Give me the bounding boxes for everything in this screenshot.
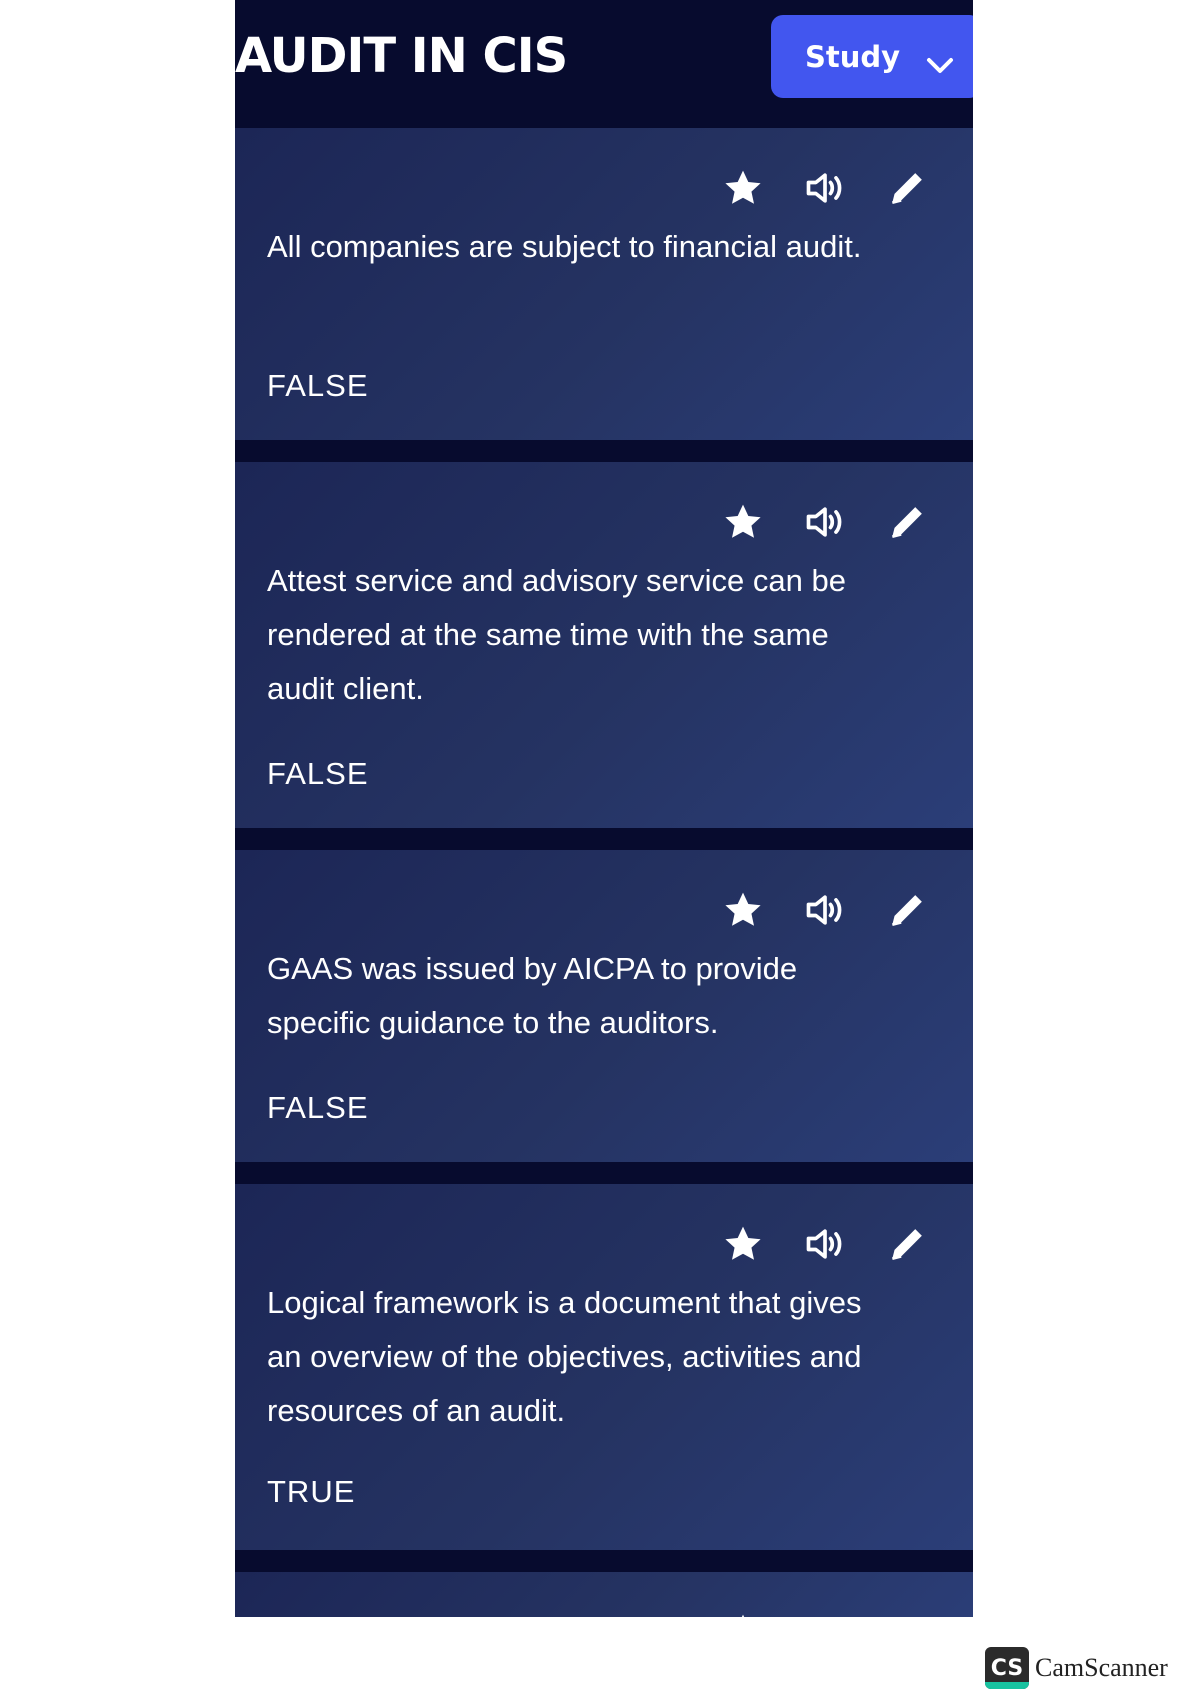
- card-term: All companies are subject to financial audit.: [267, 229, 862, 264]
- study-dropdown-button[interactable]: [771, 15, 973, 98]
- card-term: Logical framework is a document that gives an overview of the objectives, activities and resources of an audit.: [267, 1285, 862, 1428]
- top-bar: [235, 0, 973, 128]
- card-definition: FALSE: [267, 756, 369, 791]
- card-term: Attest service and advisory service can be rendered at the same time with the same audit client.: [267, 563, 846, 706]
- flashcard: [235, 462, 973, 828]
- pencil-icon[interactable]: [885, 1222, 929, 1268]
- flashcard: [235, 850, 973, 1162]
- pencil-icon[interactable]: [885, 888, 929, 934]
- flashcard: [235, 1184, 973, 1550]
- flashcard-partial: [235, 1572, 973, 1617]
- pencil-icon[interactable]: [885, 166, 929, 212]
- study-label: Study: [805, 39, 901, 74]
- speaker-icon[interactable]: [803, 166, 847, 212]
- speaker-icon[interactable]: [803, 888, 847, 934]
- card-actions: [721, 1222, 941, 1268]
- card-actions: [721, 166, 941, 212]
- pencil-icon[interactable]: [885, 1610, 929, 1617]
- card-actions: [721, 500, 941, 546]
- flashcard: [235, 128, 973, 440]
- speaker-icon[interactable]: [803, 1222, 847, 1268]
- card-definition: TRUE: [267, 1474, 356, 1509]
- card-actions: [721, 888, 941, 934]
- card-definition: FALSE: [267, 368, 369, 403]
- star-icon[interactable]: [721, 1610, 765, 1617]
- chevron-down-icon: [926, 48, 954, 66]
- camscanner-logo: [985, 1647, 1029, 1689]
- app-screen: [235, 0, 973, 1617]
- card-actions: [721, 1610, 941, 1617]
- card-definition: FALSE: [267, 1090, 369, 1125]
- pencil-icon[interactable]: [885, 500, 929, 546]
- star-icon[interactable]: [721, 1222, 765, 1268]
- speaker-icon[interactable]: [803, 500, 847, 546]
- star-icon[interactable]: [721, 166, 765, 212]
- camscanner-watermark: [985, 1646, 1168, 1690]
- speaker-icon[interactable]: [803, 1610, 847, 1617]
- star-icon[interactable]: [721, 500, 765, 546]
- star-icon[interactable]: [721, 888, 765, 934]
- card-term: GAAS was issued by AICPA to provide specific guidance to the auditors.: [267, 951, 798, 1040]
- page-title: AUDIT IN CIS: [235, 28, 568, 84]
- camscanner-text: CamScanner: [1035, 1653, 1168, 1682]
- camscanner-logo-text: CS: [990, 1655, 1024, 1681]
